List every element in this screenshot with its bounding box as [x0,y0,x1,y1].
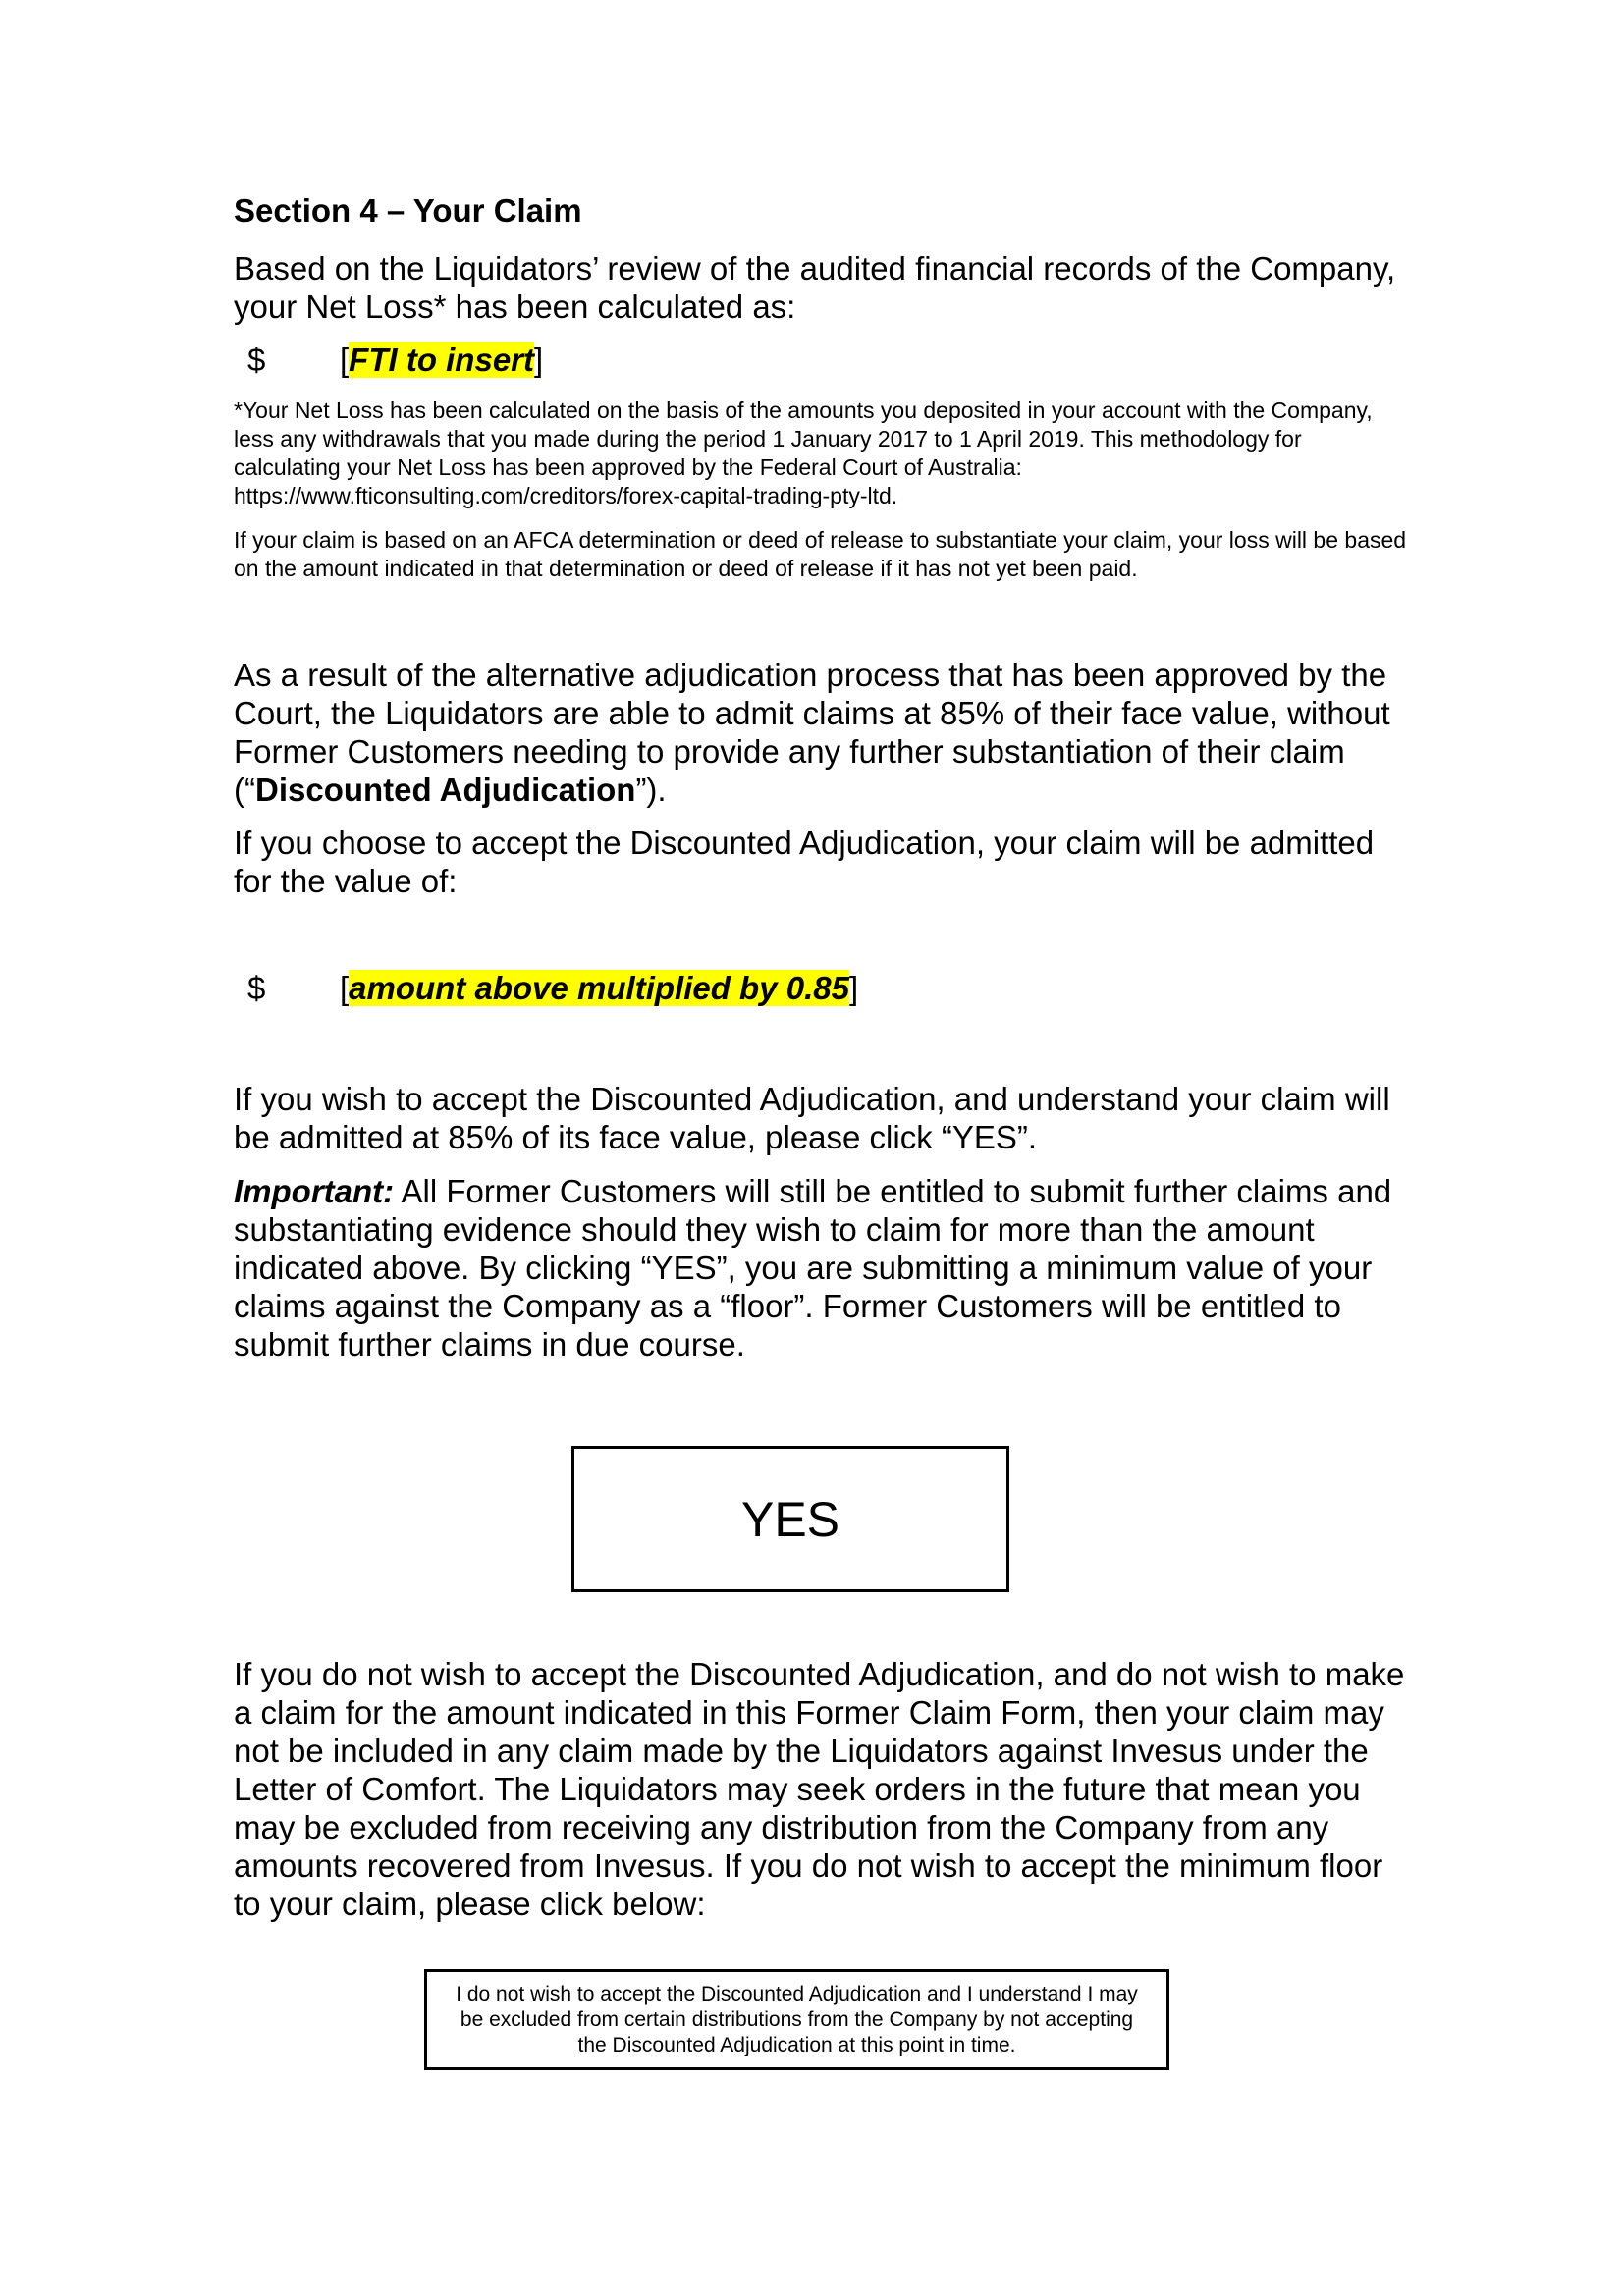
net-loss-amount-row [247,341,543,380]
wish-accept-paragraph: If you wish to accept the Discounted Adjudication, and understand your claim will be admitted at 85% of its face value, please click “YES”. [234,1081,1390,1155]
bracket-open: [ [340,970,350,1006]
bracket-close: ] [848,970,859,1006]
discounted-adjudication-paragraph [234,656,1412,809]
yes-button[interactable]: YES [571,1446,1009,1592]
important-paragraph [234,1172,1412,1363]
net-loss-intro: Based on the Liquidators’ review of the audited financial records of the Company, your Net Loss* has been calculated as: [234,250,1396,325]
discounted-text-before: As a result of the alternative adjudication process that has been approved by the Court, the Liquidators are able to admit claims at 85% of their face value, without Former Customers needing to provide any further substantiation of their claim (“ [234,657,1390,808]
discounted-term: Discounted Adjudication [254,772,636,808]
discounted-amount-placeholder: amount above multiplied by 0.85 [349,970,849,1006]
discounted-amount-row [247,969,858,1008]
decline-paragraph: If you do not wish to accept the Discounted Adjudication, and do not wish to make a claim for the amount indicated in this Former Claim Form, then your claim may not be included in any claim made by the Liquidators against Invesus under the Letter of Comfort. The Liquidators may seek orders in the future that mean you may be excluded from receiving any distribution from the Company from any amounts recovered from Invesus. If you do not wish to accept the minimum floor to your claim, please click below: [234,1656,1405,1922]
important-label: Important: [234,1173,395,1209]
section-heading: Section 4 – Your Claim [234,192,582,229]
bracket-open: [ [340,342,350,378]
important-text: All Former Customers will still be entitled to submit further claims and substantiating evidence should they wish to claim for more than the amount indicated above. By clicking “YES”, you are submitting a minimum value of your claims against the Company as a “floor”. Former Customers will be entitled to submit further claims in due course. [234,1173,1392,1362]
currency-symbol: $ [247,970,266,1006]
bracket-close: ] [534,342,544,378]
net-loss-footnote: *Your Net Loss has been calculated on the basis of the amounts you deposited in your account with the Company, less any withdrawals that you made during the period 1 January 2017 to 1 April 2019. This methodology for calculating your Net Loss has been approved by the Federal Court of Australia: https://www.fticonsulting.com/creditors/forex-capital-trading-pty-ltd. [234,398,1373,508]
net-loss-placeholder: FTI to insert [349,342,535,378]
discounted-text-after: ”). [635,772,667,808]
decline-button[interactable]: I do not wish to accept the Discounted Adjudication and I understand I may be excluded from certain distributions from the Company by not accepting the Discounted Adjudication at this point in time. [424,1969,1169,2070]
afca-note: If your claim is based on an AFCA determination or deed of release to substantiate your claim, your loss will be based on the amount indicated in that determination or deed of release if it has not yet been paid. [234,527,1407,581]
currency-symbol: $ [247,342,266,378]
accept-intro: If you choose to accept the Discounted Adjudication, your claim will be admitted for the value of: [234,825,1375,899]
